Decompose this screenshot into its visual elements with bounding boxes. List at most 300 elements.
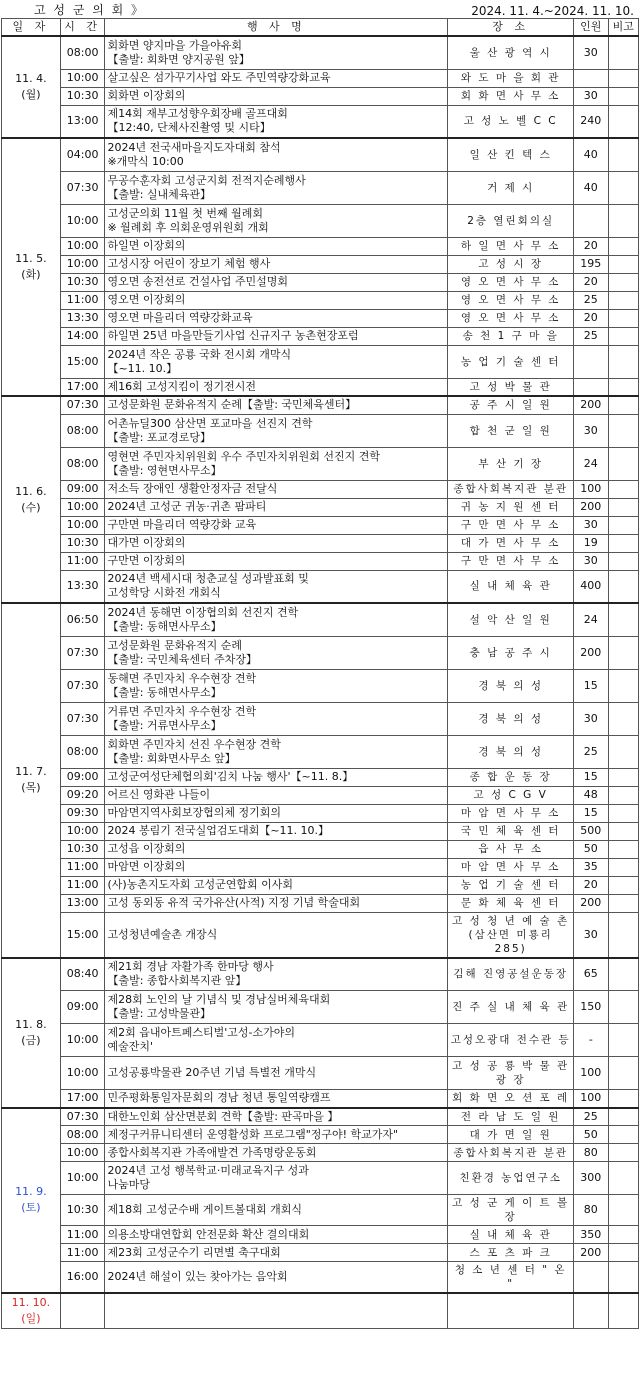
event-people: 100	[574, 1090, 608, 1108]
event-note	[608, 447, 638, 480]
event-people: 30	[574, 912, 608, 958]
event-name: 어촌뉴딜300 삼산면 포교마을 선진지 견학 【출발: 포교경로당】	[105, 414, 448, 447]
day-label: 11. 8. (금)	[2, 958, 61, 1108]
event-place: 일 산 킨 텍 스	[448, 138, 574, 171]
event-name: 어르신 영화관 나들이	[105, 786, 448, 804]
event-people: 20	[574, 309, 608, 327]
event-time: 07:30	[60, 702, 105, 735]
event-place: 경 북 의 성	[448, 669, 574, 702]
event-note	[608, 552, 638, 570]
event-name: 구만면 이장회의	[105, 552, 448, 570]
table-row	[2, 105, 639, 138]
event-people: 80	[574, 1195, 608, 1226]
table-row	[2, 840, 639, 858]
event-note	[608, 345, 638, 378]
event-time: 04:00	[60, 138, 105, 171]
event-note	[608, 636, 638, 669]
event-place: 마 암 면 사 무 소	[448, 804, 574, 822]
event-name: 2024년 작은 공룡 국화 전시회 개막식 【~11. 10.】	[105, 345, 448, 378]
table-row	[2, 804, 639, 822]
event-place: 종합사회복지관 분관	[448, 1144, 574, 1162]
event-name: 하일면 이장회의	[105, 237, 448, 255]
event-time: 07:30	[60, 171, 105, 204]
event-people: 200	[574, 498, 608, 516]
event-place: 종합사회복지관 분관	[448, 480, 574, 498]
event-place: 거 제 시	[448, 171, 574, 204]
col-header-time: 시 간	[60, 19, 105, 37]
table-row	[2, 69, 639, 87]
event-people: 24	[574, 447, 608, 480]
event-note	[608, 1126, 638, 1144]
event-people: 240	[574, 105, 608, 138]
event-people	[574, 69, 608, 87]
event-note	[608, 36, 638, 69]
table-row	[2, 822, 639, 840]
event-people: 30	[574, 702, 608, 735]
event-name: 고성문화원 문화유적지 순례 【출발: 국민체육센터 주차장】	[105, 636, 448, 669]
event-place: 고 성 군 게 이 트 볼 장	[448, 1195, 574, 1226]
event-people: 20	[574, 876, 608, 894]
event-place: 경 북 의 성	[448, 735, 574, 768]
event-time: 15:00	[60, 912, 105, 958]
event-people	[574, 345, 608, 378]
event-people: 15	[574, 669, 608, 702]
event-people: 300	[574, 1162, 608, 1195]
event-people: 24	[574, 603, 608, 636]
event-name: 고성군여성단체협의회'김치 나눔 행사'【~11. 8.】	[105, 768, 448, 786]
event-name: 거류면 주민자치 우수현장 견학 【출발: 거류면사무소】	[105, 702, 448, 735]
event-place	[448, 1293, 574, 1329]
event-time: 10:30	[60, 1195, 105, 1226]
event-name: 2024년 전국새마을지도자대회 참석 ※개막식 10:00	[105, 138, 448, 171]
table-row	[2, 702, 639, 735]
event-time: 11:00	[60, 876, 105, 894]
table-row	[2, 1126, 639, 1144]
event-time: 10:00	[60, 822, 105, 840]
event-name: 동해면 주민자치 우수현장 견학 【출발: 동해면사무소】	[105, 669, 448, 702]
event-people: 35	[574, 858, 608, 876]
schedule-period: 2024. 11. 4.~2024. 11. 10.	[471, 4, 634, 18]
table-row	[2, 255, 639, 273]
event-name: 제2회 읍내아트페스티벌'고성-소가야의 예술잔치'	[105, 1024, 448, 1057]
event-name: 무공수훈자회 고성군지회 전적지순례행사 【출발: 실내체육관】	[105, 171, 448, 204]
event-time: 10:30	[60, 87, 105, 105]
event-people: 30	[574, 87, 608, 105]
event-time: 08:00	[60, 414, 105, 447]
event-note	[608, 786, 638, 804]
event-name: 구만면 마을리더 역량강화 교육	[105, 516, 448, 534]
table-row	[2, 1293, 639, 1329]
event-time: 07:30	[60, 636, 105, 669]
event-note	[608, 309, 638, 327]
table-row	[2, 138, 639, 171]
table-row	[2, 87, 639, 105]
event-place: 구 만 면 사 무 소	[448, 516, 574, 534]
event-name: 고성공룡박물관 20주년 기념 특별전 개막식	[105, 1057, 448, 1090]
event-name: 의용소방대연합회 안전문화 확산 결의대회	[105, 1226, 448, 1244]
event-note	[608, 1244, 638, 1262]
event-place: 읍 사 무 소	[448, 840, 574, 858]
event-note	[608, 912, 638, 958]
day-label: 11. 9. (토)	[2, 1108, 61, 1294]
event-people: 150	[574, 991, 608, 1024]
event-note	[608, 858, 638, 876]
event-name: 고성군의회 11월 첫 번째 월례회 ※ 월례회 후 의회운영위원회 개회	[105, 204, 448, 237]
event-place: 친환경 농업연구소	[448, 1162, 574, 1195]
event-people	[574, 378, 608, 396]
table-row	[2, 414, 639, 447]
event-people: 15	[574, 804, 608, 822]
event-name: 영오면 송전선로 건설사업 주민설명회	[105, 273, 448, 291]
event-note	[608, 840, 638, 858]
event-place: 회 화 면 사 무 소	[448, 87, 574, 105]
event-name: 제21회 경남 자활가족 한마당 행사 【출발: 종합사회복지관 앞】	[105, 958, 448, 991]
table-row	[2, 912, 639, 958]
event-time: 10:00	[60, 1024, 105, 1057]
event-note	[608, 1195, 638, 1226]
table-row	[2, 273, 639, 291]
event-note	[608, 204, 638, 237]
event-note	[608, 991, 638, 1024]
event-place: 고성오광대 전수관 등	[448, 1024, 574, 1057]
event-time: 17:00	[60, 1090, 105, 1108]
table-row	[2, 345, 639, 378]
table-row	[2, 636, 639, 669]
event-place: 농 업 기 술 센 터	[448, 876, 574, 894]
event-time: 08:00	[60, 36, 105, 69]
table-row	[2, 396, 639, 414]
event-note	[608, 958, 638, 991]
table-row	[2, 1262, 639, 1294]
table-row	[2, 1057, 639, 1090]
event-place: 2층 열린회의실	[448, 204, 574, 237]
event-note	[608, 498, 638, 516]
table-row	[2, 516, 639, 534]
event-name: 고성 동외동 유적 국가유산(사적) 지정 기념 학술대회	[105, 894, 448, 912]
event-note	[608, 876, 638, 894]
table-row	[2, 480, 639, 498]
event-name: 영오면 마을리더 역량강화교육	[105, 309, 448, 327]
table-row	[2, 552, 639, 570]
event-time: 10:00	[60, 204, 105, 237]
event-place: 국 민 체 육 센 터	[448, 822, 574, 840]
event-note	[608, 516, 638, 534]
event-note	[608, 1024, 638, 1057]
event-place: 송 천 1 구 마 을	[448, 327, 574, 345]
event-name: 마암면지역사회보장협의체 정기회의	[105, 804, 448, 822]
col-header-place: 장 소	[448, 19, 574, 37]
event-time: 11:00	[60, 552, 105, 570]
table-row	[2, 1195, 639, 1226]
event-time: 08:00	[60, 1126, 105, 1144]
event-place: 영 오 면 사 무 소	[448, 273, 574, 291]
event-time: 09:20	[60, 786, 105, 804]
event-time: 10:00	[60, 69, 105, 87]
table-header-row	[2, 19, 639, 37]
day-label: 11. 6. (수)	[2, 396, 61, 603]
event-people: 350	[574, 1226, 608, 1244]
event-name: 저소득 장애인 생활안정자금 전달식	[105, 480, 448, 498]
event-name: 고성청년예술촌 개장식	[105, 912, 448, 958]
event-people: 15	[574, 768, 608, 786]
table-row	[2, 958, 639, 991]
event-place: 합 천 군 일 원	[448, 414, 574, 447]
event-note	[608, 669, 638, 702]
table-row	[2, 1244, 639, 1262]
event-name: 대한노인회 삼산면분회 견학【출발: 판곡마을 】	[105, 1108, 448, 1126]
table-row	[2, 1024, 639, 1057]
event-place: 전 라 남 도 일 원	[448, 1108, 574, 1126]
event-place: 문 화 체 육 센 터	[448, 894, 574, 912]
event-time: 07:30	[60, 669, 105, 702]
event-name: 2024년 동해면 이장협의회 선진지 견학 【출발: 동해면사무소】	[105, 603, 448, 636]
event-name: 회화면 양지마을 가을야유회 【출발: 회화면 양지공원 앞】	[105, 36, 448, 69]
table-row	[2, 498, 639, 516]
event-time: 10:00	[60, 498, 105, 516]
event-note	[608, 480, 638, 498]
event-place: 공 주 시 일 원	[448, 396, 574, 414]
table-row	[2, 534, 639, 552]
event-people: 100	[574, 1057, 608, 1090]
event-place: 종 합 운 동 장	[448, 768, 574, 786]
table-row	[2, 1108, 639, 1126]
table-row	[2, 991, 639, 1024]
event-time: 13:00	[60, 894, 105, 912]
event-people: 20	[574, 237, 608, 255]
event-note	[608, 1108, 638, 1126]
event-place: 고 성 박 물 관	[448, 378, 574, 396]
event-people: 200	[574, 1244, 608, 1262]
event-people: 200	[574, 894, 608, 912]
event-name: 2024년 고성 행복학교·미래교육지구 성과 나눔마당	[105, 1162, 448, 1195]
event-time: 10:00	[60, 516, 105, 534]
event-people: 65	[574, 958, 608, 991]
event-name: 영현면 주민자치위원회 우수 주민자치위원회 선진지 견학 【출발: 영현면사무소】	[105, 447, 448, 480]
event-time: 13:00	[60, 105, 105, 138]
table-row	[2, 1090, 639, 1108]
event-note	[608, 570, 638, 603]
event-note	[608, 1293, 638, 1329]
event-time: 13:30	[60, 570, 105, 603]
event-people: 25	[574, 1108, 608, 1126]
event-time: 07:30	[60, 1108, 105, 1126]
table-row	[2, 1226, 639, 1244]
event-place: 울 산 광 역 시	[448, 36, 574, 69]
event-people: 30	[574, 516, 608, 534]
event-name: 회화면 이장회의	[105, 87, 448, 105]
table-row	[2, 204, 639, 237]
event-time: 10:30	[60, 840, 105, 858]
event-time: 10:00	[60, 255, 105, 273]
event-time: 13:30	[60, 309, 105, 327]
event-people: 25	[574, 291, 608, 309]
event-time: 08:00	[60, 735, 105, 768]
event-note	[608, 735, 638, 768]
event-note	[608, 105, 638, 138]
event-name: 고성문화원 문화유적지 순례【출발: 국민체육센터】	[105, 396, 448, 414]
table-row	[2, 378, 639, 396]
event-name: 마암면 이장회의	[105, 858, 448, 876]
event-place: 마 암 면 사 무 소	[448, 858, 574, 876]
event-time: 11:00	[60, 858, 105, 876]
event-name: 제23회 고성군수기 리면별 축구대회	[105, 1244, 448, 1262]
event-place: 와 도 마 을 회 관	[448, 69, 574, 87]
event-note	[608, 822, 638, 840]
schedule-table	[1, 18, 639, 1329]
event-note	[608, 1162, 638, 1195]
event-place: 설 악 산 일 원	[448, 603, 574, 636]
day-label: 11. 4. (월)	[2, 36, 61, 138]
table-row	[2, 309, 639, 327]
event-place: 대 가 면 사 무 소	[448, 534, 574, 552]
event-name: 하일면 25년 마을만들기사업 신규지구 농촌현장포럼	[105, 327, 448, 345]
event-time: 10:30	[60, 534, 105, 552]
report-header	[0, 0, 640, 18]
event-place: 부 산 기 장	[448, 447, 574, 480]
event-note	[608, 273, 638, 291]
event-people	[574, 204, 608, 237]
event-time: 07:30	[60, 396, 105, 414]
event-name: 2024년 백세시대 청춘교실 성과발표회 및 고성학당 시화전 개회식	[105, 570, 448, 603]
table-row	[2, 768, 639, 786]
event-people: 30	[574, 552, 608, 570]
event-note	[608, 378, 638, 396]
event-name: 고성읍 이장회의	[105, 840, 448, 858]
event-note	[608, 69, 638, 87]
event-place: 청 소 년 센 터 " 온 "	[448, 1262, 574, 1294]
event-place: 실 내 체 육 관	[448, 570, 574, 603]
event-people: 20	[574, 273, 608, 291]
event-time: 11:00	[60, 1244, 105, 1262]
table-row	[2, 876, 639, 894]
table-row	[2, 570, 639, 603]
table-row	[2, 291, 639, 309]
event-time: 10:30	[60, 273, 105, 291]
table-row	[2, 858, 639, 876]
event-place: 하 일 면 사 무 소	[448, 237, 574, 255]
day-label: 11. 5. (화)	[2, 138, 61, 396]
event-note	[608, 171, 638, 204]
event-note	[608, 414, 638, 447]
schedule-body	[2, 36, 639, 1329]
event-name: 제28회 노인의 날 기념식 및 경남실버체육대회 【출발: 고성박물관】	[105, 991, 448, 1024]
event-note	[608, 1226, 638, 1244]
event-people: 100	[574, 480, 608, 498]
event-name: 제18회 고성군수배 게이트볼대회 개회식	[105, 1195, 448, 1226]
event-name: 제정구커뮤니티센터 운영활성화 프로그램"정구야! 학교가자"	[105, 1126, 448, 1144]
event-note	[608, 138, 638, 171]
event-people: 30	[574, 36, 608, 69]
event-people: 50	[574, 840, 608, 858]
event-place: 귀 농 지 원 센 터	[448, 498, 574, 516]
event-name: 고성시장 어린이 장보기 체험 행사	[105, 255, 448, 273]
day-label: 11. 7. (목)	[2, 603, 61, 958]
event-time: 10:00	[60, 237, 105, 255]
event-note	[608, 804, 638, 822]
event-note	[608, 1057, 638, 1090]
event-people: 40	[574, 138, 608, 171]
event-time: 06:50	[60, 603, 105, 636]
event-people: 25	[574, 735, 608, 768]
event-time: 17:00	[60, 378, 105, 396]
event-place: 대 가 면 일 원	[448, 1126, 574, 1144]
table-row	[2, 735, 639, 768]
table-row	[2, 171, 639, 204]
event-name: 회화면 주민자치 선진 우수현장 견학 【출발: 회화면사무소 앞】	[105, 735, 448, 768]
event-name: 대가면 이장회의	[105, 534, 448, 552]
event-note	[608, 702, 638, 735]
event-place: 충 남 공 주 시	[448, 636, 574, 669]
event-time: 11:00	[60, 291, 105, 309]
event-note	[608, 894, 638, 912]
event-place: 고 성 노 벨 C C	[448, 105, 574, 138]
event-time: 08:00	[60, 447, 105, 480]
event-name: 민주평화통일자문회의 경남 청년 통일역량캠프	[105, 1090, 448, 1108]
event-people: -	[574, 1024, 608, 1057]
table-row	[2, 327, 639, 345]
table-row	[2, 1162, 639, 1195]
table-row	[2, 786, 639, 804]
event-note	[608, 768, 638, 786]
event-people: 50	[574, 1126, 608, 1144]
table-row	[2, 36, 639, 69]
event-note	[608, 396, 638, 414]
event-name: 살고싶은 섬가꾸기사업 와도 주민역량강화교육	[105, 69, 448, 87]
event-name: 영오면 이장회의	[105, 291, 448, 309]
event-place: 회 화 면 오 션 포 레	[448, 1090, 574, 1108]
event-time: 10:00	[60, 1162, 105, 1195]
event-note	[608, 87, 638, 105]
event-people: 200	[574, 636, 608, 669]
table-row	[2, 603, 639, 636]
event-people: 200	[574, 396, 608, 414]
event-time: 11:00	[60, 1226, 105, 1244]
event-place: 고 성 C G V	[448, 786, 574, 804]
event-note	[608, 603, 638, 636]
event-name	[105, 1293, 448, 1329]
org-title: 고 성 군 의 회 》	[34, 3, 146, 17]
event-people: 500	[574, 822, 608, 840]
event-note	[608, 534, 638, 552]
event-note	[608, 255, 638, 273]
event-people: 40	[574, 171, 608, 204]
event-place: 진 주 실 내 체 육 관	[448, 991, 574, 1024]
event-time	[60, 1293, 105, 1329]
event-name: 종합사회복지관 가족애발견 가족명랑운동회	[105, 1144, 448, 1162]
col-header-people: 인원	[574, 19, 608, 37]
event-note	[608, 291, 638, 309]
col-header-note: 비고	[608, 19, 638, 37]
event-place: 구 만 면 사 무 소	[448, 552, 574, 570]
event-name: 2024 봉림기 전국실업검도대회【~11. 10.】	[105, 822, 448, 840]
event-place: 고 성 청 년 예 술 촌 (삼산면 미룡리 285)	[448, 912, 574, 958]
event-note	[608, 237, 638, 255]
event-place: 고 성 시 장	[448, 255, 574, 273]
event-place: 김해 진영공설운동장	[448, 958, 574, 991]
event-place: 실 내 체 육 관	[448, 1226, 574, 1244]
event-note	[608, 327, 638, 345]
table-row	[2, 237, 639, 255]
event-time: 09:00	[60, 480, 105, 498]
event-people: 30	[574, 414, 608, 447]
event-name: 제14회 재부고성향우회장배 골프대회 【12:40, 단체사진촬영 및 시타】	[105, 105, 448, 138]
table-row	[2, 894, 639, 912]
event-note	[608, 1144, 638, 1162]
event-place: 스 포 츠 파 크	[448, 1244, 574, 1262]
event-people	[574, 1293, 608, 1329]
table-row	[2, 669, 639, 702]
event-place: 영 오 면 사 무 소	[448, 291, 574, 309]
